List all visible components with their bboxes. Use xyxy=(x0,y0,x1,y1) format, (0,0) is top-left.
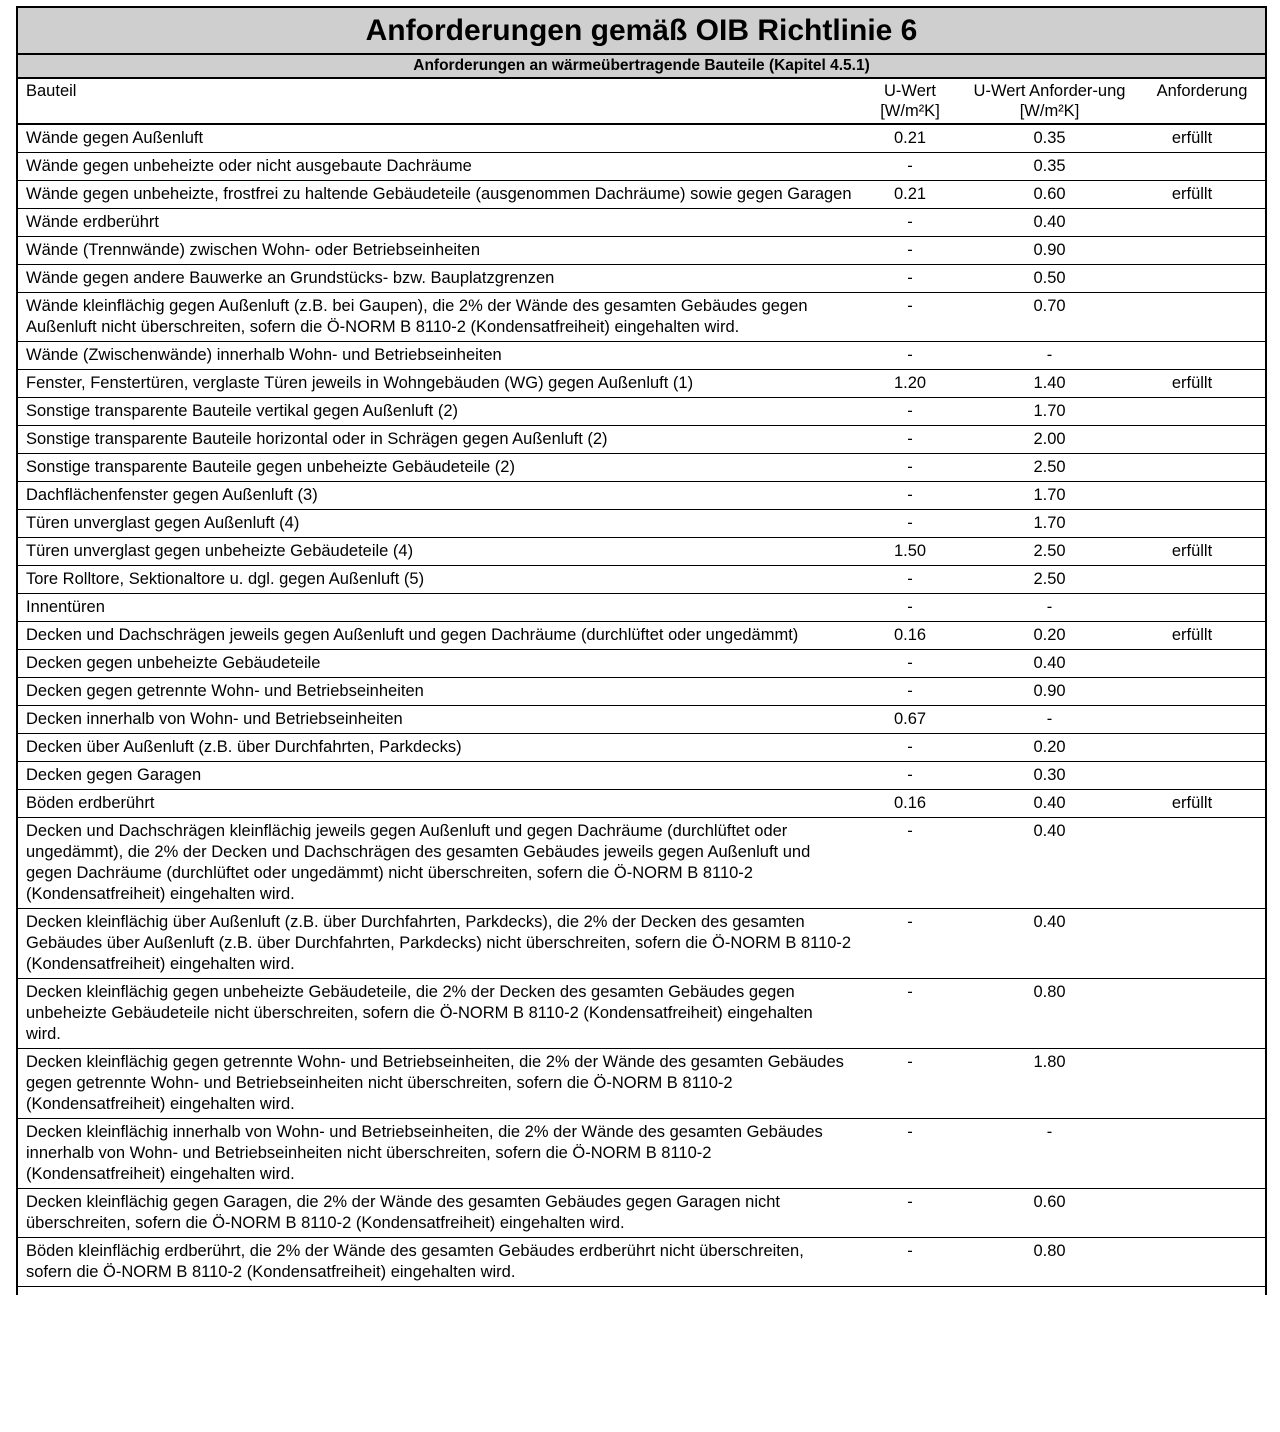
cell-anforderung xyxy=(1139,265,1265,293)
cell-u-wert-anforderung: 2.50 xyxy=(960,538,1139,566)
cell-anforderung xyxy=(1139,678,1265,706)
cell-u-wert: - xyxy=(860,293,960,342)
cell-anforderung xyxy=(1139,1189,1265,1238)
cell-bauteil: Tore Rolltore, Sektionaltore u. dgl. gegen Außenluft (5) xyxy=(18,566,860,594)
cell-u-wert-anforderung: 1.80 xyxy=(960,1049,1139,1119)
cell-u-wert-anforderung: 0.40 xyxy=(960,209,1139,237)
cell-u-wert: 1.50 xyxy=(860,538,960,566)
cell-anforderung xyxy=(1139,398,1265,426)
cell-u-wert-anforderung: 0.40 xyxy=(960,650,1139,678)
cell-bauteil: Decken und Dachschrägen kleinflächig jeweils gegen Außenluft und gegen Dachräume (durchlüftet oder ungedämmt), die 2% der Decken und Dachschrägen des gesamten Gebäudes jeweils gegen Außenluft und gegen Dachräume (durchlüftet oder ungedämmt) nicht überschreiten, sofern die Ö-NORM B 8110-2 (Kondensatfreiheit) eingehalten wird. xyxy=(18,818,860,909)
cell-u-wert-anforderung: - xyxy=(960,594,1139,622)
cell-anforderung xyxy=(1139,1238,1265,1287)
table-row xyxy=(18,706,1265,734)
cell-u-wert: - xyxy=(860,398,960,426)
cell-u-wert-anforderung: 0.40 xyxy=(960,909,1139,979)
cell-anforderung xyxy=(1139,566,1265,594)
cell-bauteil: Böden kleinflächig erdberührt, die 2% der Wände des gesamten Gebäudes erdberührt nicht überschreiten, sofern die Ö-NORM B 8110-2 (Kondensatfreiheit) eingehalten wird. xyxy=(18,1238,860,1287)
cell-u-wert: - xyxy=(860,482,960,510)
cell-u-wert-anforderung: - xyxy=(960,1119,1139,1189)
cell-anforderung xyxy=(1139,482,1265,510)
cell-anforderung xyxy=(1139,237,1265,265)
cell-u-wert: - xyxy=(860,678,960,706)
cell-anforderung xyxy=(1139,1049,1265,1119)
requirements-table xyxy=(18,79,1265,1295)
cell-u-wert: - xyxy=(860,209,960,237)
table-row xyxy=(18,538,1265,566)
cell-u-wert-anforderung: - xyxy=(960,342,1139,370)
table-row xyxy=(18,510,1265,538)
cell-anforderung xyxy=(1139,734,1265,762)
table-row xyxy=(18,622,1265,650)
table-row xyxy=(18,153,1265,181)
cell-anforderung xyxy=(1139,1119,1265,1189)
table-row xyxy=(18,1238,1265,1287)
cell-anforderung xyxy=(1139,293,1265,342)
cell-u-wert: - xyxy=(860,454,960,482)
table-row xyxy=(18,342,1265,370)
cell-bauteil: Fenster, Fenstertüren, verglaste Türen jeweils in Wohngebäuden (WG) gegen Außenluft (1) xyxy=(18,370,860,398)
table-body xyxy=(18,124,1265,1295)
table-row xyxy=(18,398,1265,426)
cell-u-wert-anforderung: 0.30 xyxy=(960,762,1139,790)
cell-bauteil: Decken und Dachschrägen jeweils gegen Außenluft und gegen Dachräume (durchlüftet oder ungedämmt) xyxy=(18,622,860,650)
cell-anforderung: erfüllt xyxy=(1139,370,1265,398)
cell-anforderung xyxy=(1139,762,1265,790)
cell-anforderung xyxy=(1139,209,1265,237)
cell-bauteil: Böden erdberührt xyxy=(18,790,860,818)
cell-u-wert-anforderung: 1.40 xyxy=(960,370,1139,398)
header-u-wert: U-Wert [W/m²K] xyxy=(860,79,960,124)
cell-u-wert-anforderung: 2.00 xyxy=(960,426,1139,454)
cell-u-wert: - xyxy=(860,566,960,594)
cell-anforderung xyxy=(1139,818,1265,909)
cell-anforderung xyxy=(1139,454,1265,482)
table-row xyxy=(18,482,1265,510)
table-row xyxy=(18,566,1265,594)
cell-anforderung xyxy=(1139,153,1265,181)
table-row xyxy=(18,790,1265,818)
cell-anforderung: erfüllt xyxy=(1139,790,1265,818)
table-row xyxy=(18,124,1265,153)
cell-anforderung xyxy=(1139,706,1265,734)
cell-bauteil: Türen unverglast gegen unbeheizte Gebäudeteile (4) xyxy=(18,538,860,566)
cell-anforderung xyxy=(1139,510,1265,538)
cell-anforderung xyxy=(1139,979,1265,1049)
cell-bauteil: Innentüren xyxy=(18,594,860,622)
cell-u-wert-anforderung: 0.20 xyxy=(960,622,1139,650)
cell-u-wert: 1.20 xyxy=(860,370,960,398)
cell-bauteil: Decken kleinflächig gegen Garagen, die 2% der Wände des gesamten Gebäudes gegen Garagen nicht überschreiten, sofern die Ö-NORM B 8110-2 (Kondensatfreiheit) eingehalten wird. xyxy=(18,1189,860,1238)
table-row xyxy=(18,237,1265,265)
table-row xyxy=(18,762,1265,790)
cell-bauteil: Wände gegen Außenluft xyxy=(18,124,860,153)
header-anforderung: Anforderung xyxy=(1139,79,1265,124)
cell-u-wert-anforderung: 0.20 xyxy=(960,734,1139,762)
cell-u-wert: - xyxy=(860,762,960,790)
cell-bauteil: Decken kleinflächig gegen getrennte Wohn- und Betriebseinheiten, die 2% der Wände des gesamten Gebäudes gegen getrennte Wohn- und Betriebseinheiten nicht überschreiten, sofern die Ö-NORM B 8110-2 (Kondensatfreiheit) eingehalten wird. xyxy=(18,1049,860,1119)
header-bauteil: Bauteil xyxy=(18,79,860,124)
cell-u-wert: - xyxy=(860,510,960,538)
table-row xyxy=(18,370,1265,398)
cell-anforderung: erfüllt xyxy=(1139,124,1265,153)
table-row xyxy=(18,293,1265,342)
cell-u-wert-anforderung: 0.90 xyxy=(960,678,1139,706)
cell-u-wert-anforderung: 2.50 xyxy=(960,454,1139,482)
cell-bauteil: Wände gegen andere Bauwerke an Grundstücks- bzw. Bauplatzgrenzen xyxy=(18,265,860,293)
cell-bauteil: Decken gegen Garagen xyxy=(18,762,860,790)
cell-u-wert-anforderung: 0.60 xyxy=(960,1189,1139,1238)
cell-bauteil: Wände (Trennwände) zwischen Wohn- oder Betriebseinheiten xyxy=(18,237,860,265)
table-row xyxy=(18,979,1265,1049)
cell-u-wert: 0.16 xyxy=(860,622,960,650)
cell-anforderung xyxy=(1139,342,1265,370)
table-row xyxy=(18,909,1265,979)
cell-u-wert: - xyxy=(860,237,960,265)
cell-u-wert-anforderung: 0.35 xyxy=(960,124,1139,153)
cell-u-wert-anforderung: 0.80 xyxy=(960,1238,1139,1287)
cell-u-wert-anforderung: - xyxy=(960,706,1139,734)
cell-bauteil: Decken kleinflächig innerhalb von Wohn- und Betriebseinheiten, die 2% der Wände des gesamten Gebäudes innerhalb von Wohn- und Betriebseinheiten nicht überschreiten, sofern die Ö-NORM B 8110-2 (Kondensatfreiheit) eingehalten wird. xyxy=(18,1119,860,1189)
cell-u-wert: - xyxy=(860,909,960,979)
table-row xyxy=(18,265,1265,293)
cell-anforderung: erfüllt xyxy=(1139,181,1265,209)
cell-bauteil: Dachflächenfenster gegen Außenluft (3) xyxy=(18,482,860,510)
cell-u-wert: - xyxy=(860,1238,960,1287)
cell-bauteil: Decken kleinflächig gegen unbeheizte Gebäudeteile, die 2% der Decken des gesamten Gebäudes gegen unbeheizte Gebäudeteile nicht überschreiten, sofern die Ö-NORM B 8110-2 (Kondensatfreiheit) eingehalten wird. xyxy=(18,979,860,1049)
cell-bauteil: Wände (Zwischenwände) innerhalb Wohn- und Betriebseinheiten xyxy=(18,342,860,370)
table-row xyxy=(18,209,1265,237)
cell-u-wert-anforderung: 2.50 xyxy=(960,566,1139,594)
cell-bauteil: Sonstige transparente Bauteile gegen unbeheizte Gebäudeteile (2) xyxy=(18,454,860,482)
section-subtitle: Anforderungen an wärmeübertragende Bauteile (Kapitel 4.5.1) xyxy=(18,55,1265,79)
cell-u-wert: - xyxy=(860,734,960,762)
table-row-cutoff xyxy=(18,1287,1265,1296)
cell-u-wert-anforderung: 0.40 xyxy=(960,818,1139,909)
header-u-wert-anforderung: U-Wert Anforder-ung [W/m²K] xyxy=(960,79,1139,124)
table-row xyxy=(18,818,1265,909)
table-row xyxy=(18,454,1265,482)
table-row xyxy=(18,426,1265,454)
table-row xyxy=(18,678,1265,706)
cell-u-wert-anforderung: 0.40 xyxy=(960,790,1139,818)
cell-bauteil: Decken gegen getrennte Wohn- und Betriebseinheiten xyxy=(18,678,860,706)
cell-u-wert-anforderung: 0.35 xyxy=(960,153,1139,181)
cell-u-wert-anforderung: 0.70 xyxy=(960,293,1139,342)
requirements-sheet xyxy=(16,6,1267,1295)
cell-u-wert: - xyxy=(860,818,960,909)
cell-u-wert-anforderung: 1.70 xyxy=(960,398,1139,426)
cell-bauteil: Wände gegen unbeheizte oder nicht ausgebaute Dachräume xyxy=(18,153,860,181)
cell-bauteil: Sonstige transparente Bauteile vertikal gegen Außenluft (2) xyxy=(18,398,860,426)
table-row xyxy=(18,650,1265,678)
cell-u-wert: 0.21 xyxy=(860,181,960,209)
cell-u-wert-anforderung: 1.70 xyxy=(960,510,1139,538)
cell-u-wert-anforderung: 0.80 xyxy=(960,979,1139,1049)
cell-u-wert: - xyxy=(860,265,960,293)
cell-bauteil: Türen unverglast gegen Außenluft (4) xyxy=(18,510,860,538)
table-row xyxy=(18,181,1265,209)
cell-u-wert: - xyxy=(860,594,960,622)
cell-anforderung: erfüllt xyxy=(1139,538,1265,566)
cell-u-wert-anforderung: 0.60 xyxy=(960,181,1139,209)
cell-bauteil: Wände kleinflächig gegen Außenluft (z.B. bei Gaupen), die 2% der Wände des gesamten Gebäudes gegen Außenluft nicht überschreiten, sofern die Ö-NORM B 8110-2 (Kondensatfreiheit) eingehalten wird. xyxy=(18,293,860,342)
cell-u-wert-anforderung: 0.50 xyxy=(960,265,1139,293)
cell-u-wert: - xyxy=(860,1049,960,1119)
cell-anforderung xyxy=(1139,650,1265,678)
table-row xyxy=(18,734,1265,762)
table-header-row xyxy=(18,79,1265,124)
cell-u-wert: - xyxy=(860,650,960,678)
table-row xyxy=(18,1049,1265,1119)
cell-bauteil: Decken über Außenluft (z.B. über Durchfahrten, Parkdecks) xyxy=(18,734,860,762)
cell-bauteil: Wände erdberührt xyxy=(18,209,860,237)
cell-u-wert-anforderung: 0.90 xyxy=(960,237,1139,265)
cell-bauteil: Decken innerhalb von Wohn- und Betriebseinheiten xyxy=(18,706,860,734)
cell-u-wert: 0.16 xyxy=(860,790,960,818)
cell-anforderung xyxy=(1139,426,1265,454)
table-row xyxy=(18,594,1265,622)
cell-anforderung: erfüllt xyxy=(1139,622,1265,650)
cell-u-wert: 0.21 xyxy=(860,124,960,153)
cell-anforderung xyxy=(1139,594,1265,622)
cell-u-wert-anforderung: 1.70 xyxy=(960,482,1139,510)
cell-bauteil: Wände gegen unbeheizte, frostfrei zu haltende Gebäudeteile (ausgenommen Dachräume) sowie gegen Garagen xyxy=(18,181,860,209)
cell-u-wert: 0.67 xyxy=(860,706,960,734)
table-row xyxy=(18,1189,1265,1238)
cell-u-wert: - xyxy=(860,342,960,370)
cell-u-wert: - xyxy=(860,1189,960,1238)
cell-u-wert: - xyxy=(860,153,960,181)
page-title: Anforderungen gemäß OIB Richtlinie 6 xyxy=(18,8,1265,55)
cell-bauteil: Decken kleinflächig über Außenluft (z.B. über Durchfahrten, Parkdecks), die 2% der Decken des gesamten Gebäudes über Außenluft (z.B. über Durchfahrten, Parkdecks) nicht überschreiten, sofern die Ö-NORM B 8110-2 (Kondensatfreiheit) eingehalten wird. xyxy=(18,909,860,979)
cell-u-wert: - xyxy=(860,1119,960,1189)
cell-bauteil: Sonstige transparente Bauteile horizontal oder in Schrägen gegen Außenluft (2) xyxy=(18,426,860,454)
cell-anforderung xyxy=(1139,909,1265,979)
cell-bauteil: Decken gegen unbeheizte Gebäudeteile xyxy=(18,650,860,678)
table-row xyxy=(18,1119,1265,1189)
cell-u-wert: - xyxy=(860,426,960,454)
cell-u-wert: - xyxy=(860,979,960,1049)
